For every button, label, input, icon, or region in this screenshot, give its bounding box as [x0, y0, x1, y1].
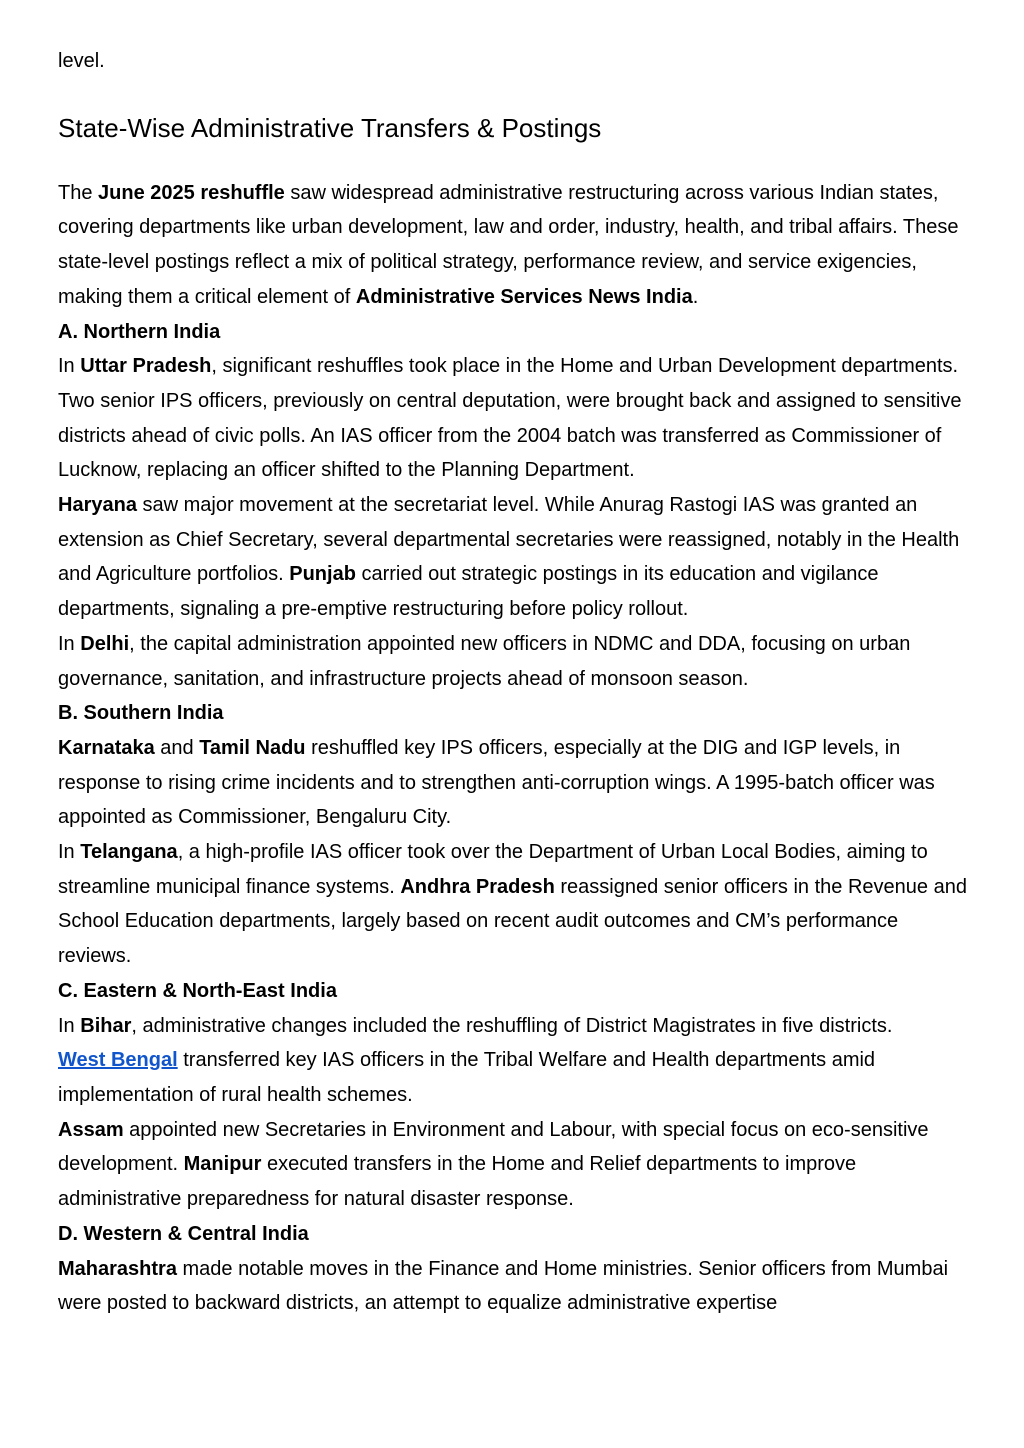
haryana-paragraph: Haryana saw major movement at the secretariat level. While Anurag Rastogi IAS was granted an extension as Chief Secretary, several departmental secretaries were reassigned, notably in the Health and Agriculture portfolios. Punjab carried out strategic postings in its education and vigilance departments, signaling a pre-emptive restructuring before policy rollout.: [58, 494, 960, 621]
southern-india-heading: B. Southern India: [58, 702, 224, 725]
section-heading: State-Wise Administrative Transfers & Postings: [58, 112, 602, 143]
document-page: [58, 44, 968, 1321]
bihar-paragraph: In Bihar, administrative changes included the reshuffling of District Magistrates in five districts.: [58, 1014, 893, 1037]
uttar-pradesh-paragraph: In Uttar Pradesh, significant reshuffles took place in the Home and Urban Development departments. Two senior IPS officers, previously on central deputation, were brought back and assigned to sensitive districts ahead of civic polls. An IAS officer from the 2004 batch was transferred as Commissioner of Lucknow, replacing an officer shifted to the Planning Department.: [58, 355, 962, 482]
western-india-heading: D. Western & Central India: [58, 1222, 309, 1245]
karnataka-paragraph: Karnataka and Tamil Nadu reshuffled key IPS officers, especially at the DIG and IGP levels, in response to rising crime incidents and to strengthen anti-corruption wings. A 1995-batch officer was appointed as Commissioner, Bengaluru City.: [58, 736, 935, 829]
northern-india-heading: A. Northern India: [58, 320, 221, 343]
assam-paragraph: Assam appointed new Secretaries in Environment and Labour, with special focus on eco-sensitive development. Manipur executed transfers in the Home and Relief departments to improve administrative preparedness for natural disaster response.: [58, 1118, 929, 1211]
eastern-india-heading: C. Eastern & North-East India: [58, 979, 337, 1002]
west-bengal-link[interactable]: West Bengal: [58, 1049, 178, 1072]
delhi-paragraph: In Delhi, the capital administration appointed new officers in NDMC and DDA, focusing on urban governance, sanitation, and infrastructure projects ahead of monsoon season.: [58, 632, 911, 690]
intro-paragraph: The June 2025 reshuffle saw widespread administrative restructuring across various Indian states, covering departments like urban development, law and order, industry, health, and tribal affairs. These state-level postings reflect a mix of political strategy, performance review, and service exigencies, making them a critical element of Administrative Services News India.: [58, 181, 959, 308]
telangana-paragraph: In Telangana, a high-profile IAS officer took over the Department of Urban Local Bodies, aiming to streamline municipal finance systems. Andhra Pradesh reassigned senior officers in the Revenue and School Education departments, largely based on recent audit outcomes and CM’s performance reviews.: [58, 841, 967, 968]
west-bengal-paragraph: West Bengal transferred key IAS officers in the Tribal Welfare and Health departments amid implementation of rural health schemes.: [58, 1049, 876, 1106]
maharashtra-paragraph: Maharashtra made notable moves in the Finance and Home ministries. Senior officers from Mumbai were posted to backward districts, an attempt to equalize administrative expertise: [58, 1257, 949, 1315]
continuation-text: level.: [58, 50, 105, 72]
